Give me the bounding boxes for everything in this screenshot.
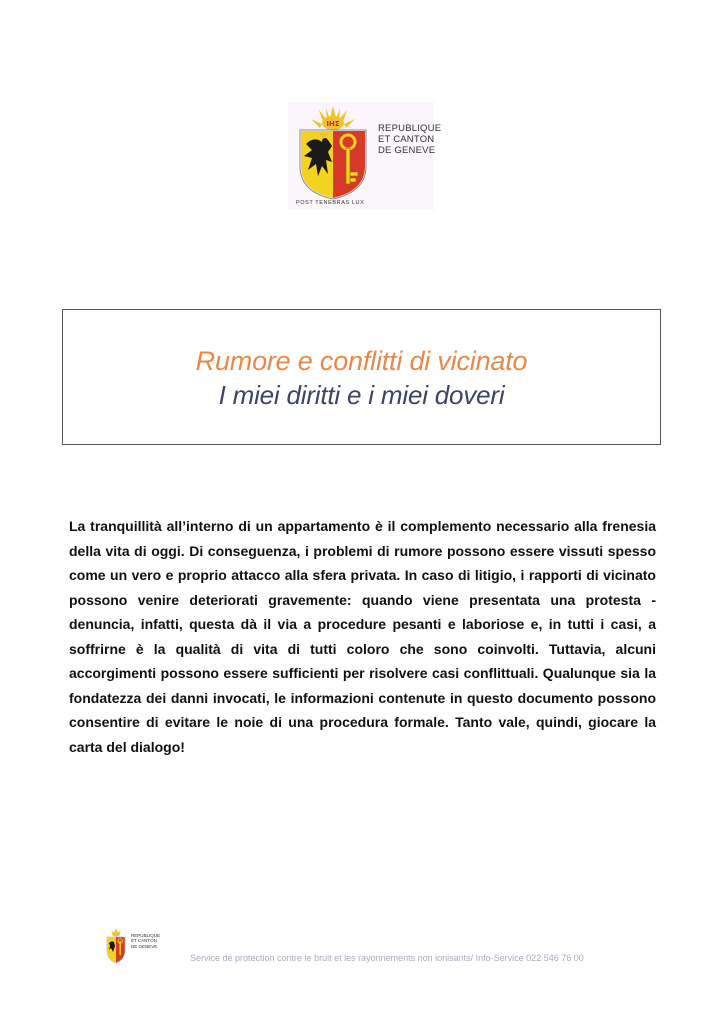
header-logo xyxy=(288,102,442,210)
document-subtitle: I miei diritti e i miei doveri xyxy=(218,380,505,410)
org-line: DE GENEVE xyxy=(378,145,436,156)
footer-service-info: Service de protection contre le bruit et les rayonnements non ionisants/ Info-Service 022 546 76 00 xyxy=(190,953,584,963)
title-box xyxy=(62,309,661,445)
org-line: REPUBLIQUE xyxy=(378,123,442,134)
logo-motto: POST TENEBRAS LUX xyxy=(296,200,365,206)
footer-org-line: DE GENEVE xyxy=(131,943,158,949)
footer-org-line: REPUBLIQUE xyxy=(131,933,161,938)
footer-org-name xyxy=(131,933,160,949)
org-line: ET CANTON xyxy=(378,134,435,145)
header-org-name xyxy=(378,123,442,156)
footer-org-line: ET CANTON xyxy=(131,938,157,944)
intro-paragraph: La tranquillità all’interno di un appartamento è il complemento necessario alla frenesia della vita di oggi. Di conseguenza, i problemi di rumore possono essere vissuti spesso come un vero e proprio attacco alla sfera privata. In caso di litigio, i rapporti di vicinato possono venire deteriorati gravemente: quando viene presentata una protesta - denuncia, infatti, questa dà il via a procedure pesanti e laboriose e, in tutti i casi, a soffrirne è la qualità di vita di tutti coloro che sono coinvolti. Tuttavia, alcuni accorgimenti possono essere sufficienti per risolvere casi conflittuali. Qualunque sia la fondatezza dei danni invocati, le informazioni contenute in questo documento possono consentire di evitare le noie di una procedura formale. Tanto vale, quindi, giocare la carta del dialogo! xyxy=(69,518,656,755)
monogram: IHΣ xyxy=(326,120,340,128)
geneva-coat-of-arms-icon xyxy=(292,104,374,200)
document-title: Rumore e conflitti di vicinato xyxy=(195,346,528,376)
